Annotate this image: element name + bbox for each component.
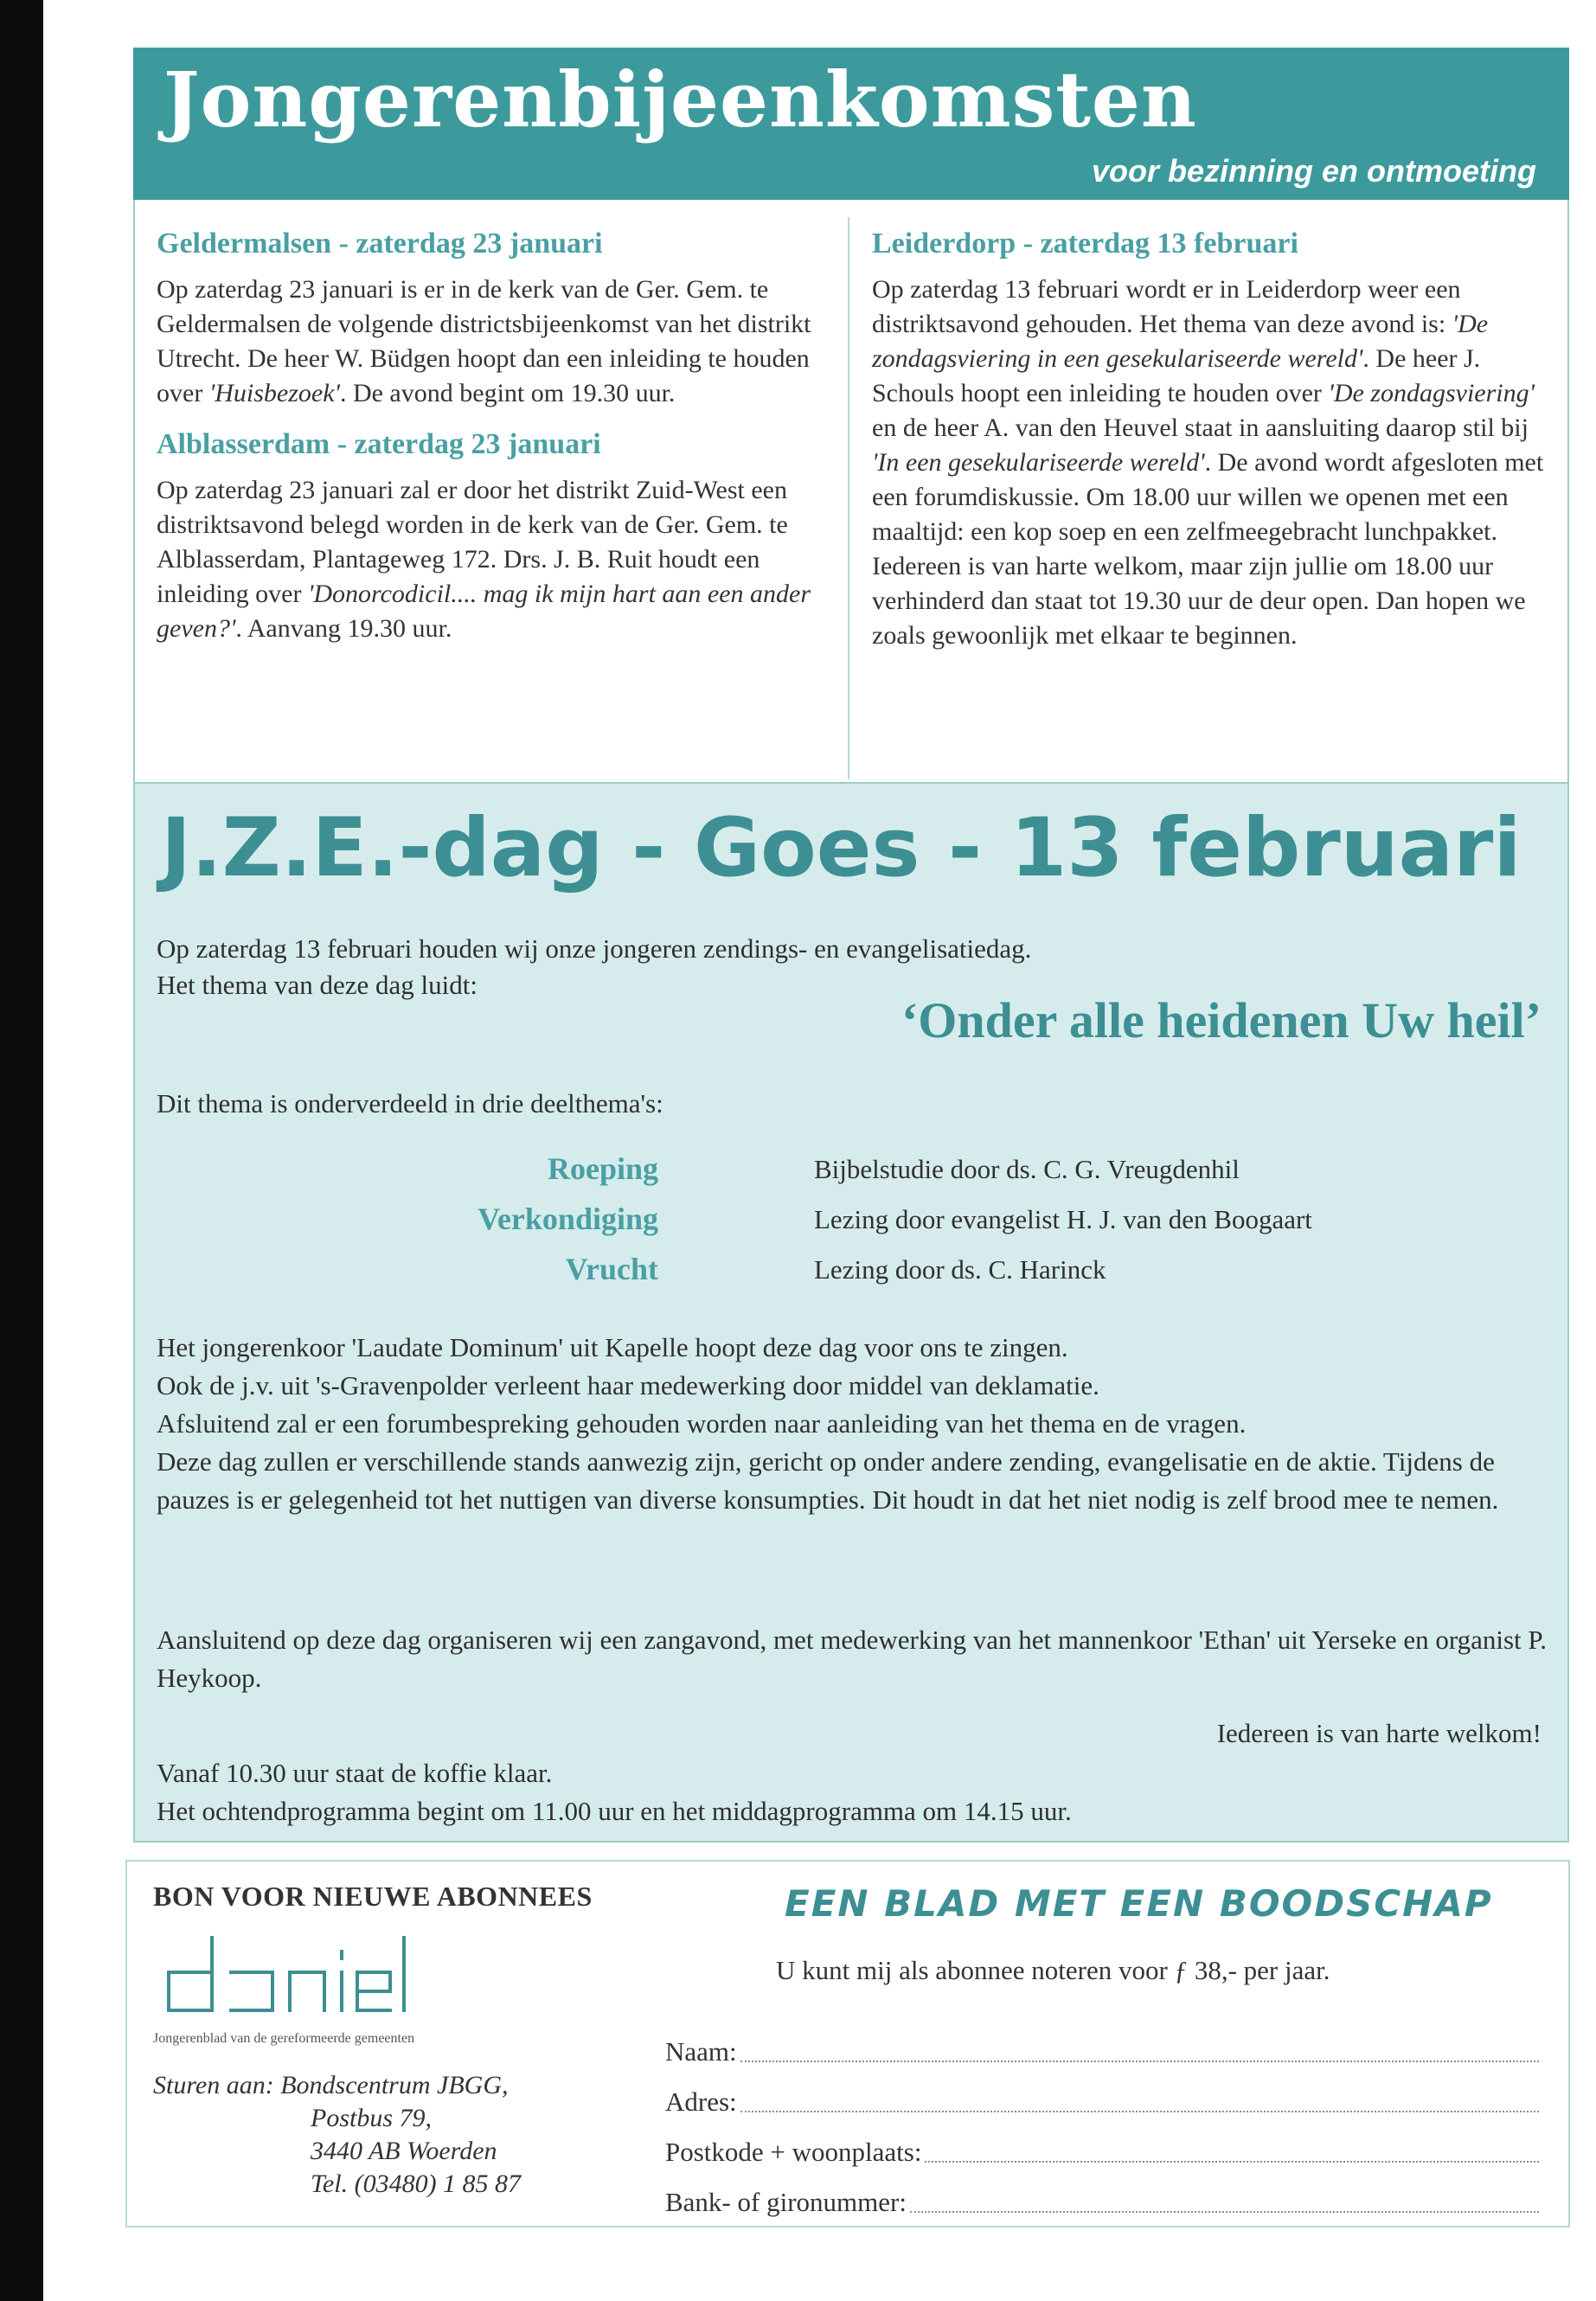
session-row [157, 1150, 1541, 1201]
subscription-price: U kunt mij als abonnee noteren voor ƒ 38,- per jaar. [776, 1955, 1330, 1985]
event-body-alblasserdam: Op zaterdag 23 januari zal er door het distrikt Zuid-West een distriktsavond belegd worden in de kerk van de Ger. Gem. te Alblasserdam, Plantageweg 172. Drs. J. B. Ruit houdt een inleiding over 'Donorcodicil.... mag ik mijn hart aan een ander geven?'. Aanvang 19.30 uur. [157, 476, 811, 643]
session-row [157, 1251, 1541, 1301]
events-left-column [157, 228, 840, 663]
coupon-heading: BON VOOR NIEUWE ABONNEES [153, 1881, 593, 1912]
send-line: Postbus 79, [311, 2104, 433, 2132]
jze-intro [157, 931, 1031, 1003]
send-line: 3440 AB Woerden [311, 2137, 497, 2165]
event-body-leiderdorp: Op zaterdag 13 februari wordt er in Leiderdorp weer een distriktsavond gehouden. Het thema van deze avond is: 'De zondagsviering in een gesekulariseerde wereld'. De heer J. Schouls hoopt een inleiding te houden over 'De zondagsviering' en de heer A. van den Heuvel staat in aansluiting daarop stil bij 'In een gesekulariseerde wereld'. De avond wordt afgesloten met een forumdiskussie. Om 18.00 uur willen we openen met een maaltijd: een kop soep en een zelfmeegebracht lunchpakket. Iedereen is van harte welkom, maar zijn jullie om 18.00 uur verhinderd dan staat tot 19.30 uur de deur open. Dan hopen we zoals gewoonlijk met elkaar te beginnen. [872, 275, 1544, 650]
send-address [153, 2069, 521, 2201]
coupon-fields [665, 2017, 1539, 2218]
event-title-geldermalsen: Geldermalsen - zaterdag 23 januari [157, 228, 603, 260]
bank-field-label: Bank- of gironummer: [665, 2187, 907, 2217]
header-banner [133, 48, 1569, 200]
postcode-field-label: Postkode + woonplaats: [665, 2137, 922, 2167]
address-field-line[interactable] [740, 2090, 1539, 2112]
events-right-column [872, 228, 1555, 670]
session-desc: Bijbelstudie door ds. C. G. Vreugdenhil [814, 1154, 1240, 1184]
send-line: Tel. (03480) 1 85 87 [311, 2170, 522, 2198]
postcode-field-line[interactable] [925, 2140, 1539, 2163]
event-title-alblasserdam: Alblasserdam - zaterdag 23 januari [157, 428, 601, 460]
jze-intro-line-1: Op zaterdag 13 februari houden wij onze jongeren zendings- en evangelisatiedag. [157, 933, 1032, 964]
jze-section [133, 784, 1569, 1843]
name-field[interactable] [665, 2017, 1539, 2067]
session-topic: Verkondiging [478, 1202, 658, 1236]
bank-field[interactable] [665, 2168, 1539, 2218]
session-desc: Lezing door ds. C. Harinck [814, 1254, 1106, 1285]
jze-intro-line-2: Het thema van deze dag luidt: [157, 970, 478, 1000]
session-desc: Lezing door evangelist H. J. van den Boogaart [814, 1204, 1312, 1234]
scan-edge-bar [0, 0, 43, 2301]
jze-title: J.Z.E.-dag - Goes - 13 februari [161, 801, 1522, 895]
send-line [153, 2069, 521, 2102]
event-title-leiderdorp: Leiderdorp - zaterdag 13 februari [872, 228, 1298, 260]
coupon-slogan: EEN BLAD MET EEN BOODSCHAP [785, 1882, 1493, 1925]
jze-line-stands: Deze dag zullen er verschillende stands aanwezig zijn, gericht op onder andere zending, evangelisatie en de aktie. Tijdens de pauzes is er gelegenheid tot het nuttigen van diverse konsumpties. Dit houdt in dat het niet nodig is zelf brood mee te nemen. [157, 1446, 1499, 1515]
session-topic: Vrucht [565, 1252, 658, 1286]
event-body-geldermalsen: Op zaterdag 23 januari is er in de kerk van de Ger. Gem. te Geldermalsen de volgende districtsbijeenkomst van het distrikt Utrecht. De heer W. Büdgen hoopt dan een inleiding te houden over 'Huisbezoek'. De avond begint om 19.30 uur. [157, 275, 811, 407]
jze-evening-paragraph: Aansluitend op deze dag organiseren wij een zangavond, met medewerking van het mannenkoor 'Ethan' uit Yerseke en organist P. Heykoop. [157, 1625, 1547, 1693]
events-section [133, 200, 1569, 784]
session-row [157, 1201, 1541, 1251]
page-title: Jongerenbijeenkomsten [163, 54, 1197, 144]
jze-line-coffee: Vanaf 10.30 uur staat de koffie klaar. [157, 1758, 553, 1788]
address-field[interactable] [665, 2067, 1539, 2118]
jze-welcome: Iedereen is van harte welkom! [1216, 1718, 1542, 1748]
jze-theme: ‘Onder alle heidenen Uw heil’ [901, 992, 1542, 1048]
jze-line-forum: Afsluitend zal er een forumbespreking gehouden worden naar aanleiding van het thema en de vragen. [157, 1408, 1247, 1439]
column-divider [848, 217, 849, 779]
jze-line-choir: Het jongerenkoor 'Laudate Dominum' uit Kapelle hoopt deze dag voor ons te zingen. [157, 1332, 1068, 1362]
send-org: Bondscentrum JBGG, [280, 2071, 509, 2099]
address-field-label: Adres: [665, 2086, 737, 2117]
jze-subthemes-intro: Dit thema is onderverdeeld in drie deelthema's: [157, 1088, 663, 1118]
session-list [157, 1150, 1541, 1301]
name-field-line[interactable] [740, 2040, 1539, 2062]
name-field-label: Naam: [665, 2036, 737, 2067]
jze-times-paragraph [157, 1754, 1554, 1830]
subscription-coupon [125, 1860, 1570, 2227]
jze-program-paragraph [157, 1329, 1554, 1519]
page-subtitle: voor bezinning en ontmoeting [1092, 153, 1536, 189]
logo-tagline: Jongerenblad van de gereformeerde gemeenten [153, 2031, 415, 2046]
send-label: Sturen aan: [153, 2071, 274, 2099]
daniel-logo [151, 1931, 411, 2017]
jze-line-schedule: Het ochtendprogramma begint om 11.00 uur en het middagprogramma om 14.15 uur. [157, 1796, 1072, 1826]
postcode-field[interactable] [665, 2118, 1539, 2168]
session-topic: Roeping [547, 1151, 658, 1186]
bank-field-line[interactable] [910, 2190, 1539, 2213]
jze-line-declamation: Ook de j.v. uit 's-Gravenpolder verleent haar medewerking door middel van deklamatie. [157, 1370, 1099, 1400]
